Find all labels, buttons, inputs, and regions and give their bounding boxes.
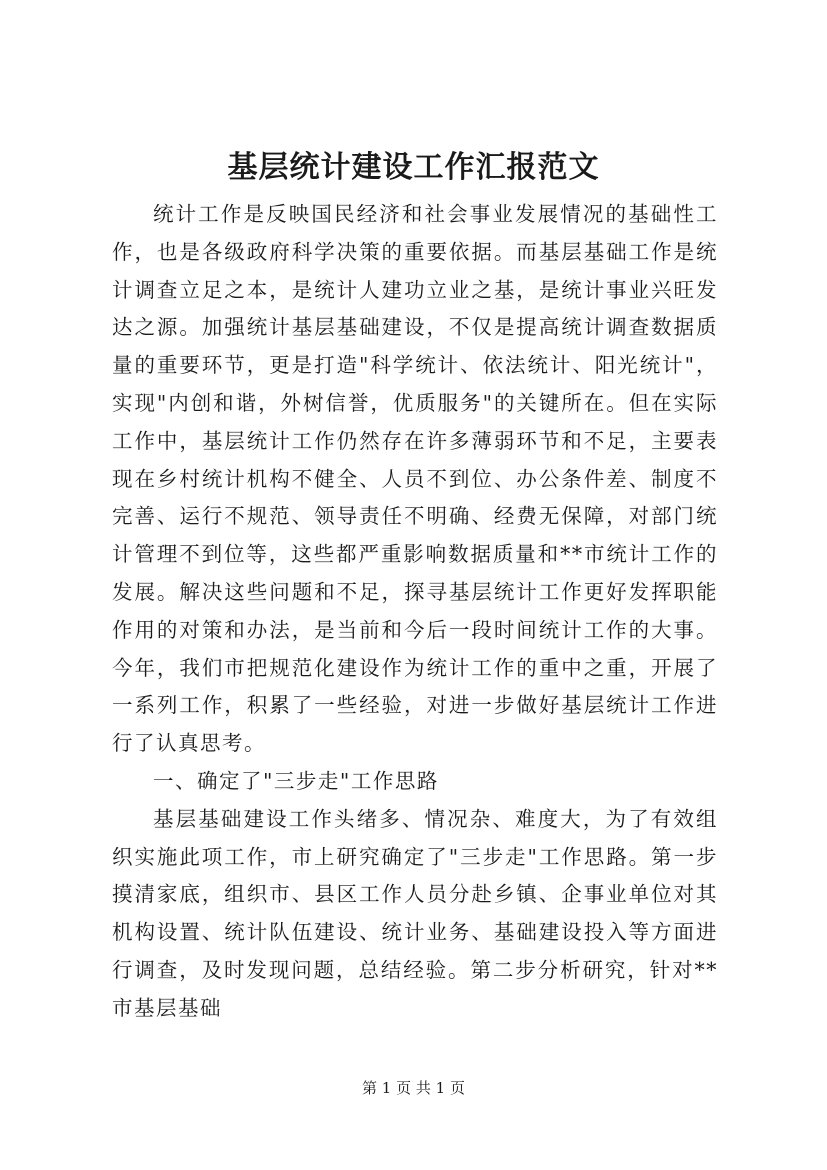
document-body bbox=[112, 196, 718, 1028]
page-footer: 第 1 页 共 1 页 bbox=[362, 1079, 465, 1097]
paragraph-section-1: 基层基础建设工作头绪多、情况杂、难度大，为了有效组织实施此项工作，市上研究确定了"三步走"工作思路。第一步摸清家底，组织市、县区工作人员分赴乡镇、企事业单位对其机构设置、统计队伍建设、统计业务、基础建设投入等方面进行调查，及时发现问题，总结经验。第二步分析研究，针对**市基层基础 bbox=[112, 806, 718, 1020]
section-heading-1: 一、确定了"三步走"工作思路 bbox=[153, 768, 439, 793]
paragraph-intro: 统计工作是反映国民经济和社会事业发展情况的基础性工作，也是各级政府科学决策的重要依据。而基层基础工作是统计调查立足之本，是统计人建功立业之基，是统计事业兴旺发达之源。加强统计基层基础建设，不仅是提高统计调查数据质量的重要环节，更是打造"科学统计、依法统计、阳光统计"，实现"内创和谐，外树信誉，优质服务"的关键所在。但在实际工作中，基层统计工作仍然存在许多薄弱环节和不足，主要表现在乡村统计机构不健全、人员不到位、办公条件差、制度不完善、运行不规范、领导责任不明确、经费无保障，对部门统计管理不到位等，这些都严重影响数据质量和**市统计工作的发展。解决这些问题和不足，探寻基层统计工作更好发挥职能作用的对策和办法，是当前和今后一段时间统计工作的大事。今年，我们市把规范化建设作为统计工作的重中之重，开展了一系列工作，积累了一些经验，对进一步做好基层统计工作进行了认真思考。 bbox=[112, 202, 718, 756]
document-title: 基层统计建设工作汇报范文 bbox=[227, 150, 600, 185]
